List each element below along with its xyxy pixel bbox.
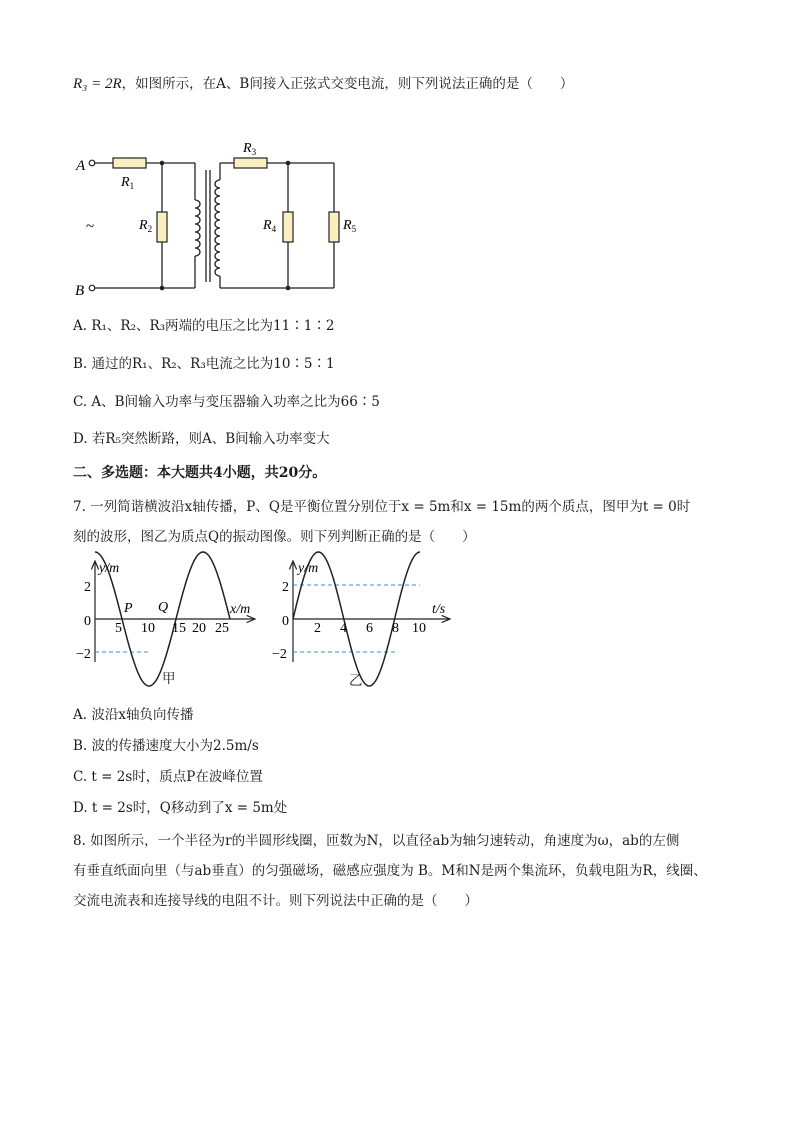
xtick-5: 5: [115, 621, 122, 636]
q8-line3: 交流电流表和连接导线的电阻不计。则下列说法中正确的是（ ）: [73, 893, 478, 909]
q7-option-c: C. t = 2s时，质点P在波峰位置: [73, 769, 263, 785]
x-label: x/m: [230, 602, 251, 617]
q6-option-d: D. 若R₅突然断路，则A、B间输入功率变大: [73, 431, 330, 447]
ytick-2: 2: [84, 580, 91, 595]
terminal-a-dot: [89, 160, 95, 166]
ytick-0: 0: [84, 614, 91, 629]
xtick-20: 20: [192, 621, 206, 636]
q7-option-a: A. 波沿x轴负向传播: [73, 707, 194, 723]
label-r5: $R_5$: [343, 218, 357, 234]
terminal-b-dot: [89, 285, 95, 291]
xtick-25: 25: [215, 621, 229, 636]
q6-formula: R₃ = 2R: [73, 76, 122, 92]
q6-intro-text: ，如图所示，在A、B间接入正弦式交变电流，则下列说法正确的是（ ）: [121, 76, 574, 92]
ttick-2: 2: [314, 621, 321, 636]
xtick-15: 15: [172, 621, 186, 636]
ytick-neg2: −2: [272, 647, 287, 662]
q6-option-b: B. 通过的R₁、R₂、R₃电流之比为10∶5∶1: [73, 356, 335, 372]
caption-jia: 甲: [162, 671, 176, 687]
ytick-2: 2: [282, 580, 289, 595]
q6-option-a: A. R₁、R₂、R₃两端的电压之比为11∶1∶2: [73, 318, 335, 334]
y-label: y/m: [99, 561, 120, 576]
ttick-6: 6: [366, 621, 373, 636]
resistor-r1: [113, 158, 146, 168]
point-q-label: Q: [158, 600, 169, 615]
y-label: y/m: [298, 561, 319, 576]
caption-yi: 乙: [349, 673, 363, 689]
q8-line1: 8. 如图所示，一个半径为r的半圆形线圈，匝数为N，以直径ab为轴匀速转动，角速度为ω，ab的左侧: [73, 833, 680, 849]
terminal-b-label: B: [75, 283, 85, 299]
ttick-10: 10: [412, 621, 426, 636]
q7-line1: 7. 一列简谐横波沿x轴传播，P、Q是平衡位置分别位于x = 5m和x = 15m的两个质点，图甲为t = 0时: [73, 499, 691, 515]
ttick-4: 4: [340, 621, 347, 636]
label-r3: $R_3$: [243, 141, 257, 157]
section-heading: 二、多选题：本大题共4小题，共20分。: [73, 465, 327, 481]
q7-option-d: D. t = 2s时，Q移动到了x = 5m处: [73, 800, 288, 816]
ttick-8: 8: [392, 621, 399, 636]
q7-option-b: B. 波的传播速度大小为2.5m/s: [73, 738, 259, 754]
vibration-graph-yi: [265, 555, 460, 690]
label-r1: $R_1$: [121, 175, 135, 191]
q6-option-c: C. A、B间输入功率与变压器输入功率之比为66∶5: [73, 394, 380, 410]
ytick-neg2: −2: [76, 647, 91, 662]
t-label: t/s: [432, 602, 446, 617]
resistor-r4: [283, 212, 293, 242]
resistor-r5: [329, 212, 339, 242]
circuit-diagram: [60, 130, 380, 305]
q7-line2: 刻的波形，图乙为质点Q的振动图像。则下列判断正确的是（ ）: [73, 529, 476, 545]
ytick-0: 0: [282, 614, 289, 629]
resistor-r2: [157, 212, 167, 242]
label-r2: $R_2$: [139, 218, 153, 234]
point-p-label: P: [124, 601, 133, 616]
xtick-10: 10: [141, 621, 155, 636]
q8-line2: 有垂直纸面向里（与ab垂直）的匀强磁场，磁感应强度为 B。M和N是两个集流环，负载电阻为R，线圈、: [73, 863, 707, 879]
ac-symbol: ~: [86, 219, 95, 235]
resistor-r3: [234, 158, 267, 168]
q6-intro: [73, 72, 573, 93]
label-r4: $R_4$: [263, 218, 277, 234]
terminal-a-label: A: [76, 158, 86, 174]
